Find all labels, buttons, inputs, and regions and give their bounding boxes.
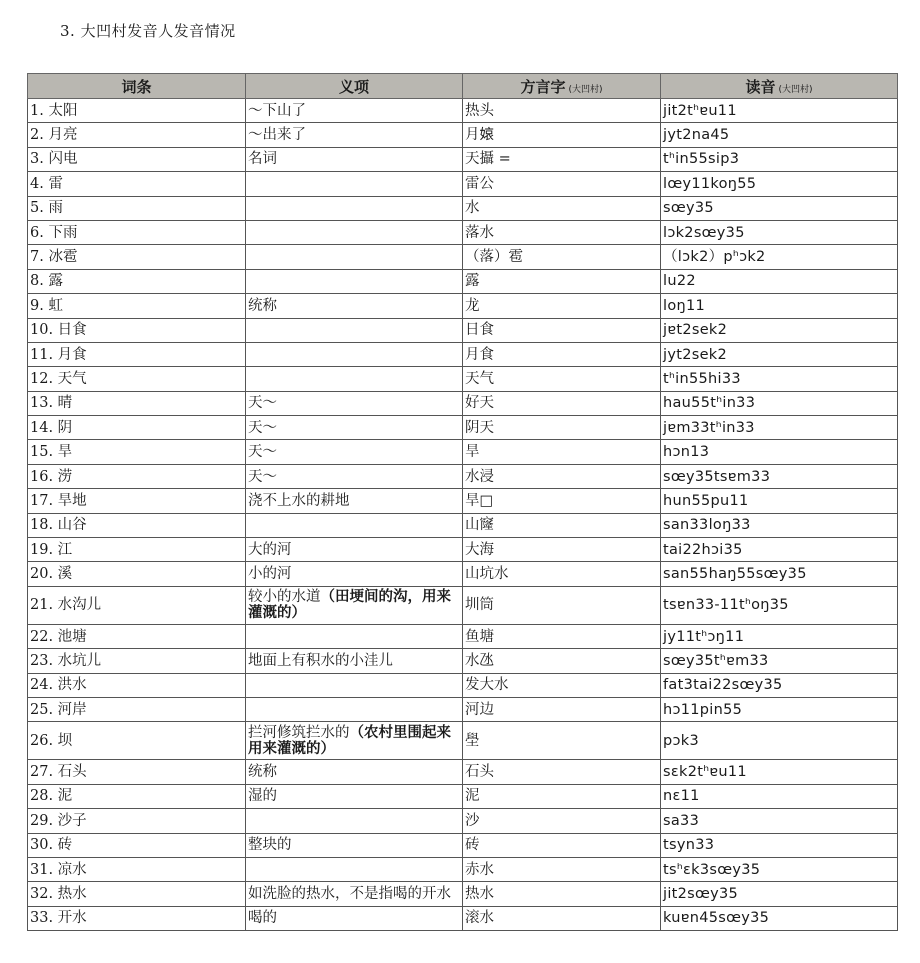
cell-reading: sœy35tʰɐm33 <box>661 649 898 673</box>
cell-reading: jɐm33tʰin33 <box>661 416 898 440</box>
meaning-text: 湿的 <box>248 788 277 805</box>
cell-entry: 10. 日食 <box>28 318 246 342</box>
table-row <box>28 722 898 760</box>
cell-dialect-word: 阴天 <box>463 416 661 440</box>
cell-entry: 33. 开水 <box>28 906 246 930</box>
cell-reading: hɔn13 <box>661 440 898 464</box>
table-row <box>28 416 898 440</box>
cell-dialect-word: 落水 <box>463 220 661 244</box>
cell-entry: 3. 闪电 <box>28 147 246 171</box>
cell-dialect-word: 龙 <box>463 294 661 318</box>
cell-entry: 23. 水坑儿 <box>28 649 246 673</box>
cell-dialect-word: 河边 <box>463 697 661 721</box>
cell-dialect-word: 水 <box>463 196 661 220</box>
cell-entry: 12. 天气 <box>28 367 246 391</box>
meaning-text: 较小的水道 <box>248 589 321 606</box>
table-row <box>28 538 898 562</box>
cell-dialect-word: （落）雹 <box>463 245 661 269</box>
meaning-text: 天～ <box>248 419 277 436</box>
meaning-text: ～出来了 <box>248 127 306 144</box>
cell-reading: jyt2na45 <box>661 123 898 147</box>
cell-meaning <box>246 562 463 586</box>
table-row <box>28 673 898 697</box>
table-row <box>28 99 898 123</box>
cell-entry: 1. 太阳 <box>28 99 246 123</box>
cell-meaning <box>246 784 463 808</box>
table-row <box>28 809 898 833</box>
table-row <box>28 489 898 513</box>
cell-meaning <box>246 294 463 318</box>
table-row <box>28 123 898 147</box>
cell-entry: 2. 月亮 <box>28 123 246 147</box>
cell-entry: 9. 虹 <box>28 294 246 318</box>
cell-entry: 13. 晴 <box>28 391 246 415</box>
cell-entry: 8. 露 <box>28 269 246 293</box>
table-row <box>28 318 898 342</box>
table-row <box>28 464 898 488</box>
cell-meaning <box>246 513 463 537</box>
cell-meaning <box>246 722 463 760</box>
cell-dialect-word: 旱□ <box>463 489 661 513</box>
cell-entry: 14. 阴 <box>28 416 246 440</box>
cell-entry: 18. 山谷 <box>28 513 246 537</box>
cell-dialect-word: 月食 <box>463 342 661 366</box>
table-row <box>28 294 898 318</box>
cell-entry: 19. 江 <box>28 538 246 562</box>
cell-meaning <box>246 464 463 488</box>
cell-entry: 5. 雨 <box>28 196 246 220</box>
pronunciation-table <box>27 73 898 931</box>
cell-dialect-word: 月𡟓 <box>463 123 661 147</box>
cell-entry: 31. 凉水 <box>28 857 246 881</box>
meaning-text: 名词 <box>248 151 277 168</box>
table-row <box>28 196 898 220</box>
cell-dialect-word: 雷公 <box>463 172 661 196</box>
meaning-text: 如洗脸的热水，不是指喝的开水 <box>248 886 451 903</box>
table-header-row <box>28 74 898 99</box>
table-row <box>28 697 898 721</box>
cell-meaning <box>246 318 463 342</box>
cell-meaning <box>246 123 463 147</box>
cell-reading: hun55pu11 <box>661 489 898 513</box>
cell-reading: fat3tai22sœy35 <box>661 673 898 697</box>
cell-entry: 4. 雷 <box>28 172 246 196</box>
cell-reading: pɔk3 <box>661 722 898 760</box>
cell-reading: lɔk2sœy35 <box>661 220 898 244</box>
cell-meaning <box>246 440 463 464</box>
cell-reading: san55haŋ55sœy35 <box>661 562 898 586</box>
cell-meaning <box>246 809 463 833</box>
cell-entry: 22. 池塘 <box>28 624 246 648</box>
cell-reading: tʰin55hi33 <box>661 367 898 391</box>
cell-meaning <box>246 416 463 440</box>
cell-dialect-word: 天攝 = <box>463 147 661 171</box>
cell-entry: 27. 石头 <box>28 760 246 784</box>
cell-entry: 16. 涝 <box>28 464 246 488</box>
cell-dialect-word: 热水 <box>463 882 661 906</box>
table-row <box>28 147 898 171</box>
meaning-note: （农村里围起来用来灌溉的） <box>248 723 451 757</box>
meaning-text: 拦河修筑拦水的 <box>248 724 350 741</box>
table-row <box>28 857 898 881</box>
cell-reading: jy11tʰɔŋ11 <box>661 624 898 648</box>
cell-reading: tsyn33 <box>661 833 898 857</box>
cell-reading: jit2sœy35 <box>661 882 898 906</box>
table-row <box>28 440 898 464</box>
meaning-text: 整块的 <box>248 837 292 854</box>
cell-meaning <box>246 649 463 673</box>
cell-meaning <box>246 269 463 293</box>
table-row <box>28 513 898 537</box>
cell-dialect-word: 石头 <box>463 760 661 784</box>
cell-dialect-word: 水浸 <box>463 464 661 488</box>
cell-dialect-word: 热头 <box>463 99 661 123</box>
cell-dialect-word: 泥 <box>463 784 661 808</box>
cell-dialect-word: 日食 <box>463 318 661 342</box>
cell-entry: 21. 水沟儿 <box>28 586 246 624</box>
cell-dialect-word: 好天 <box>463 391 661 415</box>
cell-meaning <box>246 196 463 220</box>
cell-dialect-word: 圳筒 <box>463 586 661 624</box>
cell-dialect-word: 滚水 <box>463 906 661 930</box>
table-row <box>28 562 898 586</box>
cell-reading: sœy35tsɐm33 <box>661 464 898 488</box>
cell-reading: tʰin55sip3 <box>661 147 898 171</box>
cell-meaning <box>246 624 463 648</box>
meaning-text: 天～ <box>248 395 277 412</box>
cell-meaning <box>246 489 463 513</box>
cell-meaning <box>246 538 463 562</box>
table-row <box>28 586 898 624</box>
header-reading: 读音 (大凹村) <box>661 74 898 99</box>
cell-meaning <box>246 882 463 906</box>
cell-meaning <box>246 342 463 366</box>
cell-dialect-word: 赤水 <box>463 857 661 881</box>
meaning-text: 浇不上水的耕地 <box>248 492 350 509</box>
cell-dialect-word: 壆 <box>463 722 661 760</box>
cell-entry: 26. 坝 <box>28 722 246 760</box>
header-entry: 词条 <box>28 74 246 99</box>
cell-reading: jɐt2sek2 <box>661 318 898 342</box>
header-meaning: 义项 <box>246 74 463 99</box>
cell-entry: 15. 旱 <box>28 440 246 464</box>
cell-dialect-word: 水氹 <box>463 649 661 673</box>
table-row <box>28 906 898 930</box>
cell-reading: tai22hɔi35 <box>661 538 898 562</box>
table-row <box>28 784 898 808</box>
cell-entry: 32. 热水 <box>28 882 246 906</box>
cell-entry: 30. 砖 <box>28 833 246 857</box>
cell-reading: jyt2sek2 <box>661 342 898 366</box>
cell-reading: san33loŋ33 <box>661 513 898 537</box>
cell-dialect-word: 发大水 <box>463 673 661 697</box>
table-row <box>28 172 898 196</box>
meaning-text: 大的河 <box>248 541 292 558</box>
cell-reading: （lɔk2）pʰɔk2 <box>661 245 898 269</box>
cell-entry: 28. 泥 <box>28 784 246 808</box>
cell-reading: hau55tʰin33 <box>661 391 898 415</box>
cell-reading: sɛk2tʰɐu11 <box>661 760 898 784</box>
cell-meaning <box>246 391 463 415</box>
meaning-note: （田埂间的沟，用来灌溉的） <box>248 588 451 622</box>
meaning-text: 喝的 <box>248 910 277 927</box>
meaning-text: 天～ <box>248 468 277 485</box>
cell-entry: 11. 月食 <box>28 342 246 366</box>
table-row <box>28 220 898 244</box>
table-row <box>28 391 898 415</box>
cell-dialect-word: 旱 <box>463 440 661 464</box>
cell-dialect-word: 砖 <box>463 833 661 857</box>
cell-dialect-word: 山坑水 <box>463 562 661 586</box>
cell-reading: jit2tʰɐu11 <box>661 99 898 123</box>
cell-meaning <box>246 586 463 624</box>
table-body <box>28 99 898 931</box>
meaning-text: 天～ <box>248 444 277 461</box>
table-row <box>28 269 898 293</box>
table-row <box>28 760 898 784</box>
cell-meaning <box>246 697 463 721</box>
cell-entry: 24. 洪水 <box>28 673 246 697</box>
cell-reading: loŋ11 <box>661 294 898 318</box>
table-row <box>28 367 898 391</box>
cell-dialect-word: 鱼塘 <box>463 624 661 648</box>
cell-reading: sœy35 <box>661 196 898 220</box>
section-title: 3. 大凹村发音人发音情况 <box>60 22 236 40</box>
cell-meaning <box>246 172 463 196</box>
table-row <box>28 649 898 673</box>
cell-entry: 20. 溪 <box>28 562 246 586</box>
cell-dialect-word: 露 <box>463 269 661 293</box>
cell-reading: sa33 <box>661 809 898 833</box>
cell-meaning <box>246 147 463 171</box>
cell-reading: tsɐn33-11tʰoŋ35 <box>661 586 898 624</box>
cell-entry: 25. 河岸 <box>28 697 246 721</box>
header-dialect-word-sub: (大凹村) <box>568 84 603 95</box>
cell-dialect-word: 天气 <box>463 367 661 391</box>
cell-reading: lœy11koŋ55 <box>661 172 898 196</box>
table-row <box>28 342 898 366</box>
cell-entry: 29. 沙子 <box>28 809 246 833</box>
cell-meaning <box>246 833 463 857</box>
cell-dialect-word: 大海 <box>463 538 661 562</box>
meaning-text: 统称 <box>248 297 277 314</box>
cell-meaning <box>246 857 463 881</box>
table-row <box>28 245 898 269</box>
header-dialect-word: 方言字 (大凹村) <box>463 74 661 99</box>
cell-meaning <box>246 367 463 391</box>
cell-meaning <box>246 99 463 123</box>
meaning-text: ～下山了 <box>248 102 306 119</box>
cell-meaning <box>246 673 463 697</box>
cell-meaning <box>246 906 463 930</box>
cell-dialect-word: 沙 <box>463 809 661 833</box>
table-row <box>28 624 898 648</box>
cell-reading: kuɐn45sœy35 <box>661 906 898 930</box>
meaning-text: 地面上有积水的小洼儿 <box>248 652 393 669</box>
table-row <box>28 833 898 857</box>
cell-entry: 7. 冰雹 <box>28 245 246 269</box>
cell-entry: 6. 下雨 <box>28 220 246 244</box>
cell-reading: nɛ11 <box>661 784 898 808</box>
cell-meaning <box>246 220 463 244</box>
cell-reading: lu22 <box>661 269 898 293</box>
cell-reading: tsʰɛk3sœy35 <box>661 857 898 881</box>
cell-dialect-word: 山窿 <box>463 513 661 537</box>
cell-meaning <box>246 760 463 784</box>
cell-reading: hɔ11pin55 <box>661 697 898 721</box>
cell-entry: 17. 旱地 <box>28 489 246 513</box>
header-reading-sub: (大凹村) <box>778 84 813 95</box>
table-row <box>28 882 898 906</box>
cell-meaning <box>246 245 463 269</box>
meaning-text: 小的河 <box>248 566 292 583</box>
meaning-text: 统称 <box>248 764 277 781</box>
